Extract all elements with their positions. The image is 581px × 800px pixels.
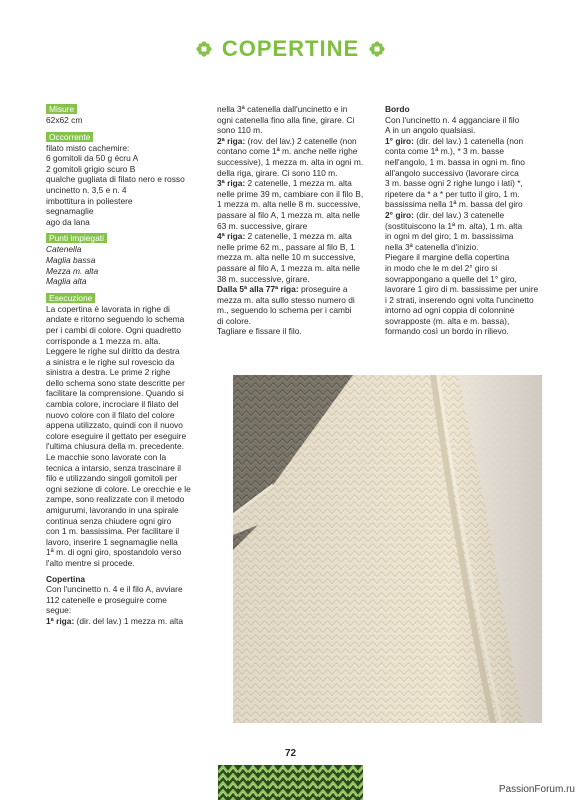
text-line: Le macchie sono lavorate con la [46,452,167,463]
text-line: facilitare la comprensione. Quando si [46,388,184,399]
riga3-label: 3ª riga: [217,178,246,189]
text-line: ogni catenella fino alla fine, girare. Ci [217,114,355,125]
text-line: segue: [46,605,72,616]
text-line: 1ª m. di ogni giro, spostandolo verso [46,547,182,558]
text-line: 1 mezza m. alta nelle 8 m. successive, [217,199,361,210]
text-line: formando così un bordo in rilievo. [385,326,509,337]
giro2-label: 2° giro: [385,209,414,220]
list-item: Mezza m. alta [46,265,99,276]
right-column [385,104,540,337]
riga2-line [217,136,371,147]
esecuzione-label: Esecuzione [46,293,95,303]
text-line: nella 3ª catenella dall'uncinetto e in [217,104,348,114]
riga4-line [217,231,371,242]
text-line: filo e utilizzando singoli gomitoli per [46,473,178,484]
list-item: Catenella [46,244,82,255]
list-item: qualche gugliata di filato nero e rosso [46,174,185,185]
flower-icon [369,41,385,57]
text-line: A in un angolo qualsiasi. [385,125,476,136]
text-line: 112 catenelle e proseguire come [46,594,167,605]
text-fragment: 2 catenelle, 1 mezza m. alta [245,178,352,189]
text-line: all'angolo successivo (lavorare circa [385,167,519,178]
text-line: Con l'uncinetto n. 4 agganciare il filo [385,114,520,125]
list-item: Maglia alta [46,276,87,287]
text-line: bassissima nella 1ª m. bassa del giro [385,199,523,210]
page-header [0,0,581,90]
text-line: 63 m. successive, girare [217,220,308,231]
text-line: Leggere le righe sul diritto da destra [46,346,180,357]
text-line: passare al filo A, 1 mezza m. alta nelle [217,262,360,273]
text-line: amigurumi, lavorando in una spirale [46,505,179,515]
text-line: i 2 strati, inserendo ogni volta l'uncinetto [385,294,534,305]
blanket-photo [233,375,542,723]
text-line: tecnica a intarsio, senza trascinare il [46,462,181,473]
text-line: l'ultima chiusura della m. precedente. [46,441,184,452]
green-stitch-illustration [218,765,363,800]
riga1-label: 1ª riga: [46,615,75,626]
middle-column [217,104,371,337]
text-line: l'alto mentre si procede. [46,557,135,568]
text-line: 3 m. basse ogni 2 righe lungo i lati) *, [385,178,523,189]
text-line: della riga, girare. Ci sono 110 m. [217,167,338,178]
list-item: 6 gomitoli da 50 g écru A [46,153,139,164]
text-line: mezza m. alta sullo stesso numero di [217,294,355,305]
watermark: PassionForum.ru [498,784,575,795]
text-line: nelle prime 62 m., passare al filo B, 1 [217,241,355,252]
riga1-line [46,616,202,627]
text-line: m., seguendo lo schema per i cambi [217,305,352,316]
text-fragment: (dir. del lav.) 1 catenella (non [413,135,524,146]
list-item: uncinetto n. 3,5 e n. 4 [46,184,127,195]
text-line: appena utilizzato, quindi con il nuovo [46,420,183,431]
list-item: imbottitura in poliestere [46,195,133,206]
text-line: lavorare 1 giro di m. bassissime per unire [385,284,539,295]
punti-label: Punti impiegati [46,233,107,243]
text-line: per i cambi di colore. Ogni quadretto [46,324,182,335]
riga3-line [217,178,371,189]
text-line: corrisponde a 1 mezza m. alta. [46,335,161,346]
text-fragment: proseguire a [298,284,348,295]
left-column [46,104,202,627]
punti-list [46,244,202,286]
crochet-texture-illustration [233,375,542,723]
list-item: segnamaglie [46,206,94,217]
text-fragment: (rov. del lav.) 2 catenelle (non [245,135,357,146]
giro2-line [385,210,540,221]
text-line: ripetere da * a * per tutto il giro, 1 m. [385,188,520,199]
text-line: contano come 1ª m. anche nelle righe [217,146,358,157]
text-line: nella 3ª catenella d'inizio. [385,241,479,252]
title-row [196,36,385,62]
text-line: (sostituiscono la 1ª m. alta), 1 m. alta [385,220,523,231]
text-line: Con l'uncinetto n. 4 e il filo A, avviare [46,584,183,595]
text-line: in ogni m del giro; 1 m. bassissima [385,231,514,242]
list-item: 2 gomitoli grigio scuro B [46,163,136,174]
riga5-label: Dalla 5ª alla 77ª riga: [217,284,299,295]
text-line: lavoro, inserire 1 segnamaglie nella [46,536,178,547]
stitch-pattern-band [218,765,363,800]
text-line: nell'angolo, 1 m. bassa in ogni m. fino [385,156,525,167]
text-fragment: (dir. del lav.) 3 catenelle [413,209,505,220]
text-line: Piegare il margine della copertina [385,252,510,263]
text-line: in modo che le m del 2° giro si [385,262,498,273]
text-line: successive), 1 mezza m. alta in ogni m. [217,156,364,167]
list-item: Maglia bassa [46,254,96,265]
riga2-label: 2ª riga: [217,135,246,146]
page-number: 72 [284,748,297,759]
text-line: cambia colore, incrociare il filato del [46,399,179,410]
riga1-text: (dir. del lav.) 1 mezza m. alta [74,615,183,626]
text-line: nuovo colore con il filato del colore [46,409,175,420]
misure-label: Misure [46,104,77,114]
riga5-line [217,284,371,295]
text-line: Tagliare e fissare il filo. [217,326,302,337]
text-line: dello schema sono state descritte per [46,377,185,388]
text-line: zampe, sono realizzate con il metodo [46,494,185,505]
text-line: colore eseguire il gettato per eseguire [46,430,187,441]
text-fragment: 2 catenelle, 1 mezza m. alta [245,231,352,242]
misure-value: 62x62 cm [46,115,83,125]
riga4-label: 4ª riga: [217,231,246,242]
text-line: di colore. [217,315,251,326]
text-line: sovrapposte (m. alta e m. bassa), [385,315,510,326]
text-line: La copertina è lavorata in righe di [46,303,170,314]
text-line: passare al filo A, 1 mezza m. alta nelle [217,209,360,220]
text-line: andate e ritorno seguendo lo schema [46,314,185,325]
text-line: sinistra a destra. Le prime 2 righe [46,367,171,378]
flower-icon [196,41,212,57]
text-line: ogni sezione di colore. Le orecchie e le [46,483,191,494]
giro1-label: 1° giro: [385,135,414,146]
text-line: sovrappongano a quelle del 1° giro, [385,273,517,284]
bordo-heading: Bordo [385,104,410,114]
text-line: 38 m. successive, girare. [217,273,310,284]
text-line: a sinistra e le righe sul rovescio da [46,356,175,367]
giro1-line [385,136,540,147]
list-item: ago da lana [46,216,90,227]
text-line: con 1 m. bassissima. Per facilitare il [46,526,180,537]
text-line: mezza m. alta nelle 10 m successive, [217,252,356,263]
text-line: nelle prime 39 m, cambiare con il filo B, [217,188,364,199]
occorrente-label: Occorrente [46,132,93,142]
esecuzione-text [46,304,202,569]
text-line: continua senza chiudere ogni giro [46,515,172,526]
occorrente-list [46,143,202,228]
text-line: sono 110 m. [217,125,263,136]
page-title: COPERTINE [221,36,360,61]
text-line: conta come 1ª m.), * 3 m. basse [385,146,505,157]
text-line: intorno ad ogni coppia di colonnine [385,305,515,316]
copertina-heading: Copertina [46,573,86,584]
list-item: filato misto cachemire: [46,142,130,153]
